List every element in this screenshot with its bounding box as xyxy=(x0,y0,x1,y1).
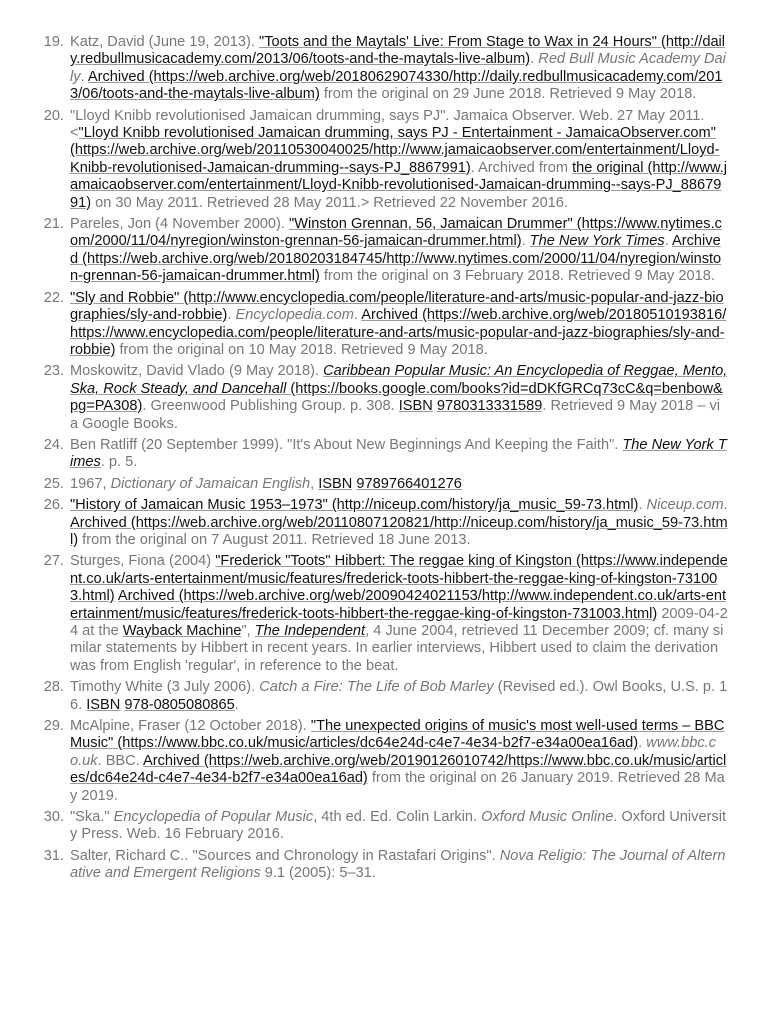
citation-text: "Ska." xyxy=(70,809,114,826)
reference-number: 27. xyxy=(43,553,64,570)
reference-item xyxy=(36,476,728,493)
citation-text: McAlpine, Fraser (12 October 2018). xyxy=(70,718,311,735)
reference-item xyxy=(36,363,728,433)
reference-text xyxy=(70,553,728,675)
citation-text: Ben Ratliff (20 September 1999). "It's About New Beginnings And Keeping the Faith". xyxy=(70,436,623,453)
citation-text: , 4 June 2004, retrieved 11 December 2009; cf. many similar statements by Hibbert in recent years. In earlier interviews, Hibbert used to claim the derivation was from English 'regular', in reference to the beat. xyxy=(70,623,724,674)
reference-item xyxy=(36,848,728,883)
reference-link[interactable]: the original (http://www.jamaicaobserver.com/entertainment/Lloyd-Knibb-revolutionised-Jamaican-drumming--says-PJ_8867991) xyxy=(70,159,728,211)
citation-text: . xyxy=(638,497,647,514)
citation-text: (Revised ed.). Owl Books, U.S. p. 16. xyxy=(70,679,728,713)
reference-text xyxy=(70,497,728,549)
reference-item xyxy=(36,34,728,104)
reference-text xyxy=(70,437,728,472)
citation-text: . xyxy=(638,735,647,752)
publication-link[interactable]: Caribbean Popular Music: An Encyclopedia of Reggae, Mento, Ska, Rock Steady, and Dancehall xyxy=(70,363,728,397)
citation-text: Katz, David (June 19, 2013). xyxy=(70,34,260,50)
reference-link[interactable]: Archived (https://web.archive.org/web/20090424021153/http://www.independent.co.uk/arts-entertainment/music/features/frederick-toots-hibbert-the-reggae-king-of-kingston-731003.html) xyxy=(70,588,727,622)
reference-link[interactable]: (https://books.google.com/books?id=dDKfGRCq73cC&q=benbow&pg=PA308) xyxy=(70,380,723,415)
citation-text: . Archived from xyxy=(470,159,573,176)
reference-number: 28. xyxy=(43,679,64,696)
reference-item xyxy=(36,497,728,549)
reference-number: 29. xyxy=(43,718,64,735)
reference-link[interactable]: 978-0805080865 xyxy=(124,696,235,713)
citation-text: . xyxy=(723,497,728,514)
reference-text xyxy=(70,363,728,433)
reference-text xyxy=(70,216,728,286)
reference-text xyxy=(70,679,728,714)
citation-text: 9.1 (2005): 5–31. xyxy=(260,865,376,882)
citation-text: , xyxy=(310,475,319,492)
reference-text xyxy=(70,34,728,104)
reference-link[interactable]: "Toots and the Maytals' Live: From Stage to Wax in 24 Hours" (http://daily.redbullmusicacademy.com/2013/06/toots-and-the-maytals-live-album) xyxy=(70,34,726,68)
reference-number: 24. xyxy=(43,436,64,453)
reference-text xyxy=(70,476,728,493)
reference-link[interactable]: "History of Jamaican Music 1953–1973" (http://niceup.com/history/ja_music_59-73.html) xyxy=(70,497,639,514)
publication-title: www.bbc.co.uk xyxy=(70,735,717,769)
publication-title: Oxford Music Online xyxy=(481,809,614,826)
citation-text: . Retrieved 9 May 2018 – via Google Books. xyxy=(70,398,721,432)
citation-text: . xyxy=(521,233,530,250)
citation-text: . xyxy=(664,233,673,250)
reference-number: 19. xyxy=(43,34,64,50)
reference-link[interactable]: "Winston Grennan, 56, Jamaican Drummer" (https://www.nytimes.com/2000/11/04/nyregion/winston-grennan-56-jamaican-drummer.html) xyxy=(70,216,722,250)
publication-link[interactable]: The New York Times xyxy=(70,436,727,471)
citation-text: from the original on 7 August 2011. Retrieved 18 June 2013. xyxy=(78,531,471,548)
reference-text xyxy=(70,809,728,844)
reference-link[interactable]: Archived (https://web.archive.org/web/20190126010742/https://www.bbc.co.uk/music/articles/dc64e24d-c4e7-4e34-b2f7-e34a00ea16ad) xyxy=(70,752,727,787)
reference-text xyxy=(70,718,728,805)
citation-text: 1967, xyxy=(70,475,111,492)
reference-item xyxy=(36,437,728,472)
reference-item xyxy=(36,108,728,212)
reference-item xyxy=(36,553,728,675)
citation-text: . BBC. xyxy=(97,752,144,769)
publication-title: Niceup.com xyxy=(646,497,724,514)
reference-item xyxy=(36,809,728,844)
reference-link[interactable]: Archived (https://web.archive.org/web/20180203184745/http://www.nytimes.com/2000/11/04/nyregion/winston-grennan-56-jamaican-drummer.html) xyxy=(70,233,722,285)
reference-number: 31. xyxy=(43,847,64,864)
citation-text: . xyxy=(234,696,239,713)
reference-number: 22. xyxy=(43,289,64,306)
reference-number: 30. xyxy=(43,809,64,826)
reference-link[interactable]: Archived (https://web.archive.org/web/20180629074330/http://daily.redbullmusicacademy.com/2013/06/toots-and-the-maytals-live-album) xyxy=(70,68,723,103)
reference-text xyxy=(70,290,728,360)
citation-text: from the original on 26 January 2019. Retrieved 28 May 2019. xyxy=(70,770,725,804)
citation-text: Salter, Richard C.. "Sources and Chronology in Rastafari Origins". xyxy=(70,847,500,864)
reference-number: 23. xyxy=(43,363,64,380)
reference-link[interactable]: 9780313331589 xyxy=(436,398,543,415)
citation-text: from the original on 29 June 2018. Retrieved 9 May 2018. xyxy=(319,86,697,103)
reference-link[interactable]: "The unexpected origins of music's most well-used terms – BBC Music" (https://www.bbc.co.uk/music/articles/dc64e24d-c4e7-4e34-b2f7-e34a00ea16ad) xyxy=(70,718,725,752)
reference-number: 21. xyxy=(43,216,64,233)
citation-text: . xyxy=(227,307,236,324)
reference-item xyxy=(36,216,728,286)
publication-link[interactable]: The Independent xyxy=(254,623,366,639)
citation-text: 2009-04-24 at the xyxy=(70,605,728,639)
publication-title: Encyclopedia of Popular Music xyxy=(113,809,314,826)
reference-item xyxy=(36,718,728,805)
citation-text: . xyxy=(530,51,539,68)
citation-text: . xyxy=(353,307,362,324)
reference-link[interactable]: "Frederick "Toots" Hibbert: The reggae king of Kingston (https://www.independent.co.uk/arts-entertainment/music/features/frederick-toots-hibbert-the-reggae-king-of-kingston-731003.html) xyxy=(70,553,728,605)
publication-title: Dictionary of Jamaican English xyxy=(110,475,311,492)
reference-link[interactable]: Archived (https://web.archive.org/web/20110807120821/http://niceup.com/history/ja_music_59-73.html) xyxy=(70,514,728,548)
citation-text: Pareles, Jon (4 November 2000). xyxy=(70,216,290,233)
reference-link[interactable]: ISBN xyxy=(86,696,121,713)
citation-text: from the original on 3 February 2018. Retrieved 9 May 2018. xyxy=(319,268,715,285)
publication-title: Red Bull Music Academy Daily xyxy=(70,51,726,85)
citation-text: . xyxy=(80,68,88,85)
reference-item xyxy=(36,290,728,360)
reference-link[interactable]: "Lloyd Knibb revolutionised Jamaican drumming, says PJ - Entertainment - JamaicaObserver.com" (https://web.archive.org/web/20110530040025/http://www.jamaicaobserver.com/entertainment/Lloyd-Knibb-revolutionised-Jamaican-drumming--says-PJ_8867991) xyxy=(70,125,720,176)
publication-link[interactable]: The New York Times xyxy=(529,233,665,250)
reference-number: 25. xyxy=(43,475,64,492)
reference-text xyxy=(70,108,728,212)
citation-text: ", xyxy=(241,623,255,639)
citation-text: . Oxford University Press. Web. 16 February 2016. xyxy=(70,809,727,843)
citation-text: . Greenwood Publishing Group. p. 308. xyxy=(142,398,399,415)
publication-title: Catch a Fire: The Life of Bob Marley xyxy=(259,679,494,696)
citation-text: . p. 5. xyxy=(100,454,138,471)
reference-link[interactable]: Archived (https://web.archive.org/web/20180510193816/https://www.encyclopedia.com/people/literature-and-arts/music-popular-and-jazz-biographies/sly-and-robbie) xyxy=(70,307,727,358)
reference-number: 20. xyxy=(43,107,64,124)
citation-text: , 4th ed. Ed. Colin Larkin. xyxy=(313,809,482,826)
reference-link[interactable]: "Sly and Robbie" (http://www.encyclopedia.com/people/literature-and-arts/music-popular-and-jazz-biographies/sly-and-robbie) xyxy=(70,289,724,324)
reference-number: 26. xyxy=(43,497,64,514)
reference-link[interactable]: Wayback Machine xyxy=(122,623,242,639)
publication-title: Nova Religio: The Journal of Alternative and Emergent Religions xyxy=(70,847,726,882)
reference-link[interactable]: ISBN xyxy=(318,475,353,492)
reference-link[interactable]: 9789766401276 xyxy=(356,475,462,492)
citation-text: on 30 May 2011. Retrieved 28 May 2011.> Retrieved 22 November 2016. xyxy=(91,194,568,211)
reference-link[interactable]: ISBN xyxy=(398,398,433,415)
citation-text: "Lloyd Knibb revolutionised Jamaican drumming, says PJ". Jamaica Observer. Web. 27 May 2011. < xyxy=(70,107,705,142)
citation-text: Sturges, Fiona (2004) xyxy=(70,553,216,570)
citation-text: Timothy White (3 July 2006). xyxy=(70,679,260,696)
citation-text: from the original on 10 May 2018. Retrieved 9 May 2018. xyxy=(115,341,488,358)
reference-text xyxy=(70,848,728,883)
publication-title: Encyclopedia.com xyxy=(235,307,354,324)
reference-item xyxy=(36,679,728,714)
citation-text: Moskowitz, David Vlado (9 May 2018). xyxy=(70,363,324,380)
